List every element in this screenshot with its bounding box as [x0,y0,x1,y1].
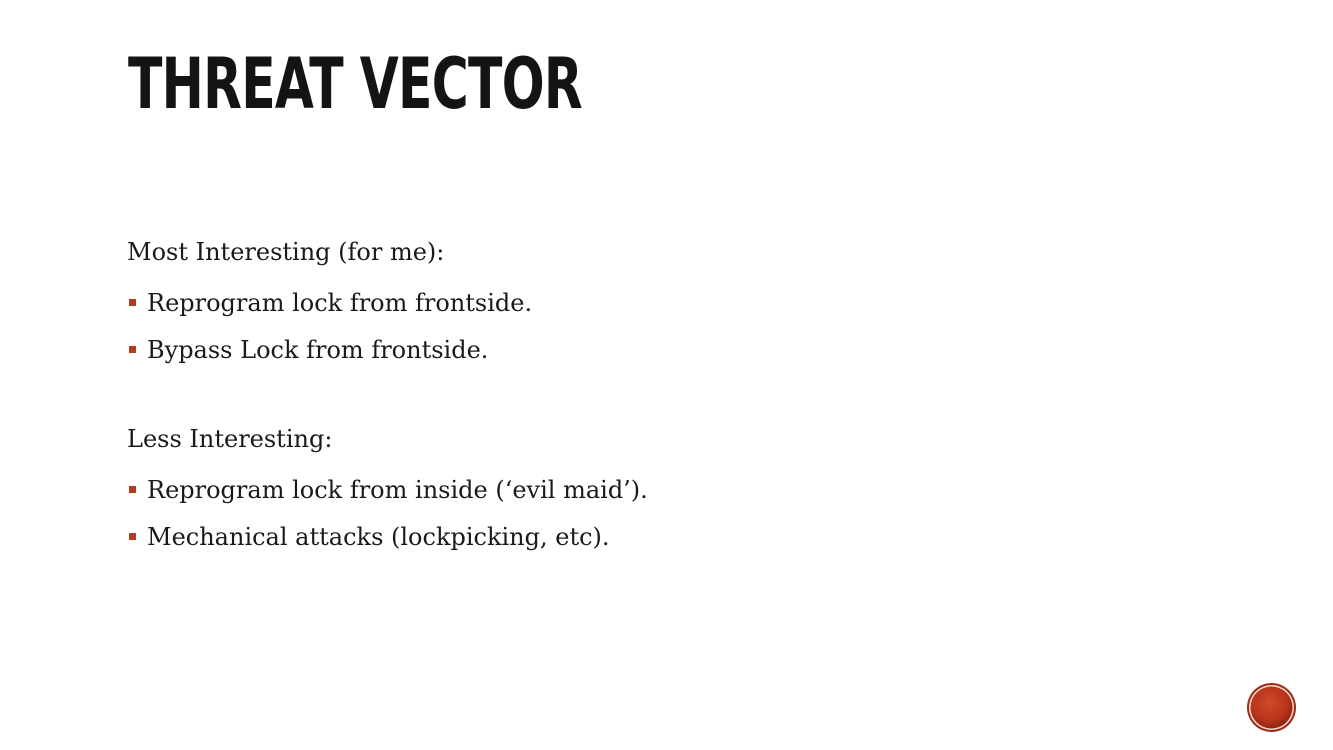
list-item-text: Reprogram lock from frontside. [147,288,533,317]
list-item-text: Bypass Lock from frontside. [147,335,489,364]
bullet-icon [129,533,136,540]
list-item [127,466,1177,513]
slide-title: THREAT VECTOR [128,43,582,125]
list-item-text: Mechanical attacks (lockpicking, etc). [147,522,610,551]
bullet-icon [129,299,136,306]
list-item [127,279,1177,326]
circle-button-icon [1246,682,1297,733]
section-spacer [127,373,1177,419]
list-item [127,326,1177,373]
bullet-icon [129,486,136,493]
list-item-text: Reprogram lock from inside (‘evil maid’). [147,475,648,504]
slide-nav-button[interactable] [1246,682,1297,733]
list-item [127,513,1177,560]
section-heading-most-interesting: Most Interesting (for me): [127,238,445,266]
section-heading-less-interesting: Less Interesting: [127,425,333,453]
slide-body [127,232,1177,560]
bullet-icon [129,346,136,353]
